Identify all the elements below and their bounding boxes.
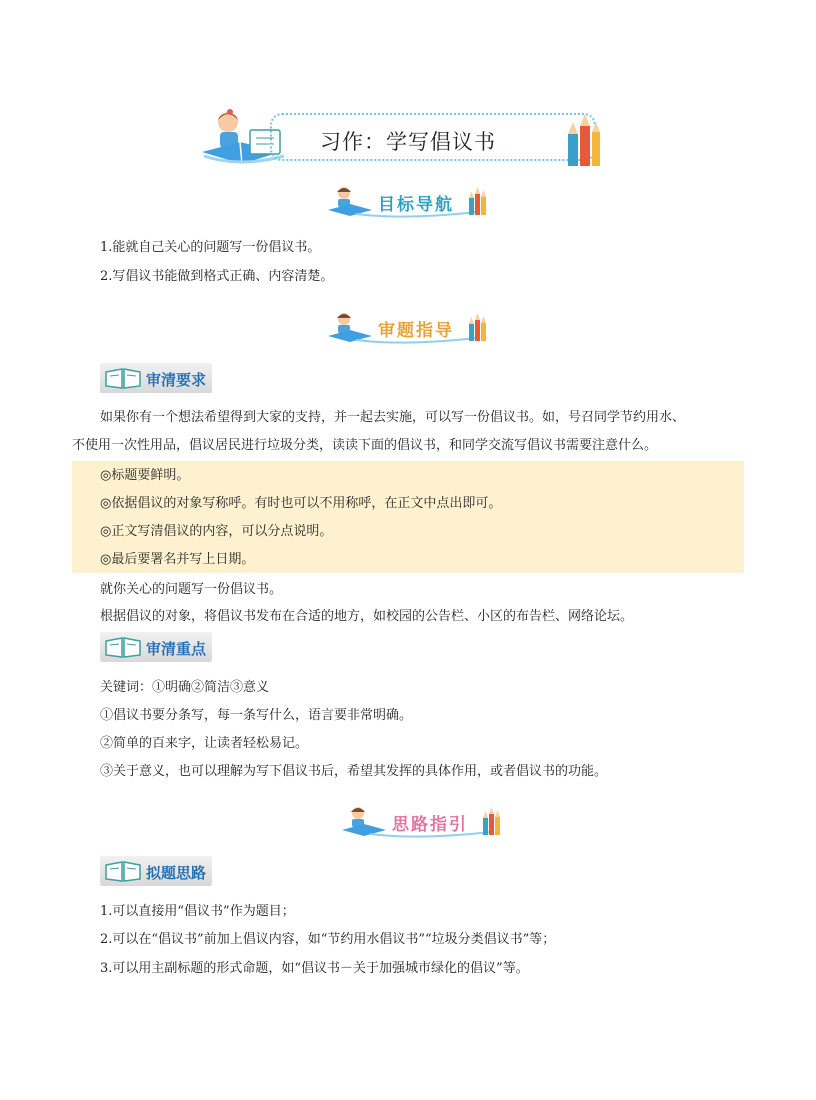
requirements-paragraph-line-1: 如果你有一个想法希望得到大家的支持，并一起去实施，可以写一份倡议书。如，号召同学节约用水、 [100, 410, 686, 425]
open-book-icon [104, 635, 142, 659]
pencils-icon [468, 312, 488, 342]
tip-item: ◎最后要署名并写上日期。 [100, 552, 255, 567]
title-ideas-line: 2.可以在“倡议书”前加上倡议内容，如“节约用水倡议书”“垃圾分类倡议书”等； [100, 932, 556, 947]
subheading-title-ideas [100, 856, 212, 886]
keypoints-line: ③关于意义，也可以理解为写下倡议书后，希望其发挥的具体作用，或者倡议书的功能。 [100, 764, 608, 779]
section-banner-ideas [340, 806, 520, 840]
subheading-keypoints [100, 632, 212, 662]
pencils-icon [468, 186, 488, 216]
tip-item: ◎正文写清倡议的内容，可以分点说明。 [100, 524, 333, 539]
requirements-after-line-2: 根据倡议的对象，将倡议书发布在合适的地方，如校园的公告栏、小区的布告栏、网络论坛。 [100, 609, 634, 624]
page-title: 习作：学写倡议书 [320, 130, 496, 154]
tip-item: ◎依据倡议的对象写称呼。有时也可以不用称呼，在正文中点出即可。 [100, 496, 502, 511]
keypoints-line: ②简单的百来字，让读者轻松易记。 [100, 736, 309, 751]
goal-line-1: 1.能就自己关心的问题写一份倡议书。 [100, 240, 321, 255]
section-banner-review [326, 312, 506, 346]
requirements-paragraph-line-2: 不使用一次性用品，倡议居民进行垃圾分类，读读下面的倡议书，和同学交流写倡议书需要注意什么。 [72, 438, 658, 453]
section-title-goal: 目标导航 [378, 195, 454, 215]
section-banner-goal [326, 186, 506, 220]
subheading-label: 审清重点 [146, 640, 207, 658]
tip-item: ◎标题要鲜明。 [100, 468, 190, 483]
subheading-requirements [100, 363, 212, 393]
pencils-icon [564, 112, 604, 168]
goal-line-2: 2.写倡议书能做到格式正确、内容清楚。 [100, 269, 334, 284]
title-ideas-line: 3.可以用主副标题的形式命题，如“倡议书－关于加强城市绿化的倡议”等。 [100, 961, 529, 976]
subheading-label: 审清要求 [146, 371, 207, 389]
section-title-ideas: 思路指引 [392, 815, 468, 835]
subheading-label: 拟题思路 [146, 864, 207, 882]
requirements-after-line-1: 就你关心的问题写一份倡议书。 [100, 582, 283, 597]
title-ideas-line: 1.可以直接用“倡议书”作为题目； [100, 904, 295, 919]
keypoints-line: 关键词：①明确②简洁③意义 [100, 680, 270, 695]
pencils-icon [482, 806, 502, 836]
keypoints-line: ①倡议书要分条写，每一条写什么，语言要非常明确。 [100, 708, 413, 723]
open-book-icon [104, 859, 142, 883]
title-banner [200, 108, 610, 170]
section-title-review: 审题指导 [378, 321, 454, 341]
open-book-icon [104, 366, 142, 390]
